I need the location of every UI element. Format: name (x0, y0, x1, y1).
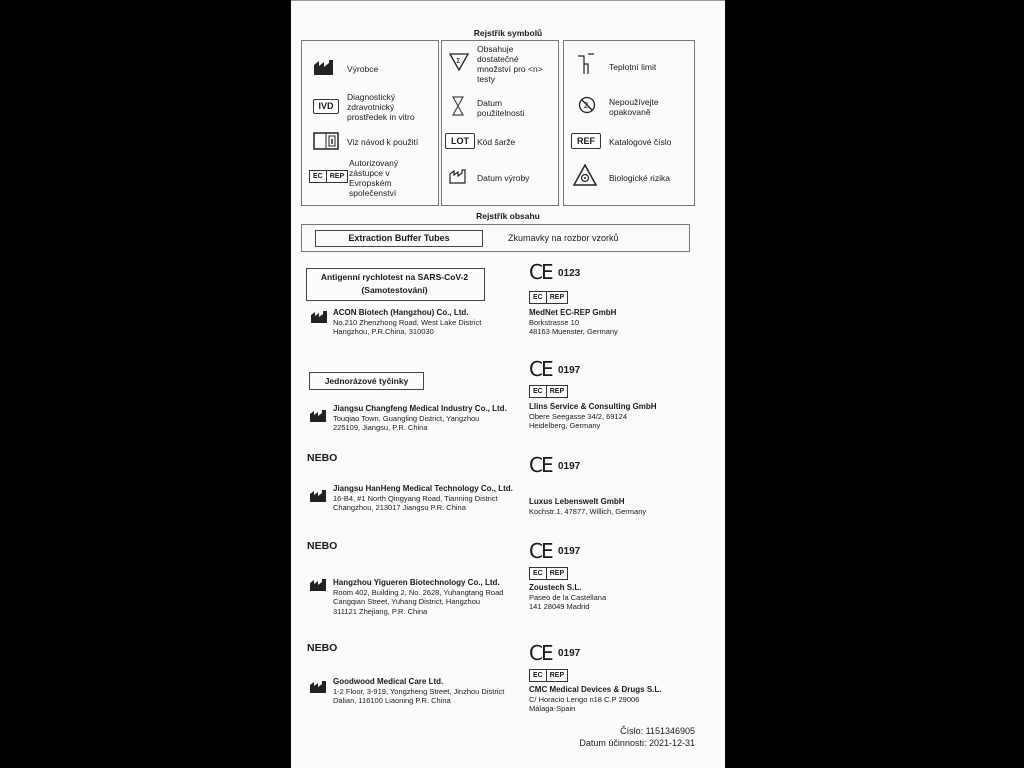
lot-icon: LOT (445, 133, 475, 149)
contents-title: Rejstřík obsahu (476, 211, 540, 221)
symbol-authorized-rep-label: Autorizovaný zástupce v Evropském společenství (349, 158, 399, 198)
ec-rep-icon: EC REP (309, 170, 348, 183)
symbol-biohazard-label: Biologické rizika (609, 173, 670, 183)
manufacturer-goodwood-address: Goodwood Medical Care Ltd. 1-2 Floor, 3-919, Yongzheng Street, Jinzhou District Dalian, 116100 Liaoning P.R. China (333, 677, 505, 705)
symbol-temperature-label: Teplotní limit (609, 62, 657, 72)
manufacturer-icon (309, 578, 331, 592)
ce-notified-body-number: 0197 (558, 546, 581, 557)
instructions-book-icon (313, 132, 339, 150)
document-number: Číslo: 1151346905 (620, 726, 695, 736)
biohazard-icon (573, 164, 597, 186)
ivd-icon: IVD (313, 99, 339, 114)
manufacturer-icon (310, 310, 332, 324)
ec-rep-icon: EC REP (529, 669, 568, 682)
extraction-buffer-tubes-label: Extraction Buffer Tubes (315, 230, 483, 247)
svg-text:Σ: Σ (456, 57, 461, 65)
manufacturer-icon (309, 489, 331, 503)
ce-notified-body-number: 0197 (558, 648, 581, 659)
sufficient-for-tests-icon (448, 52, 470, 72)
symbol-instructions-label: Viz návod k použití (347, 137, 419, 147)
instruction-leaflet (291, 0, 725, 768)
manufacturer-acon-address: ACON Biotech (Hangzhou) Co., Ltd. No.210 Zhenzhong Road, West Lake District Hangzhou, P.R.China, 310030 (333, 308, 482, 336)
symbol-lot-label: Kód šarže (477, 137, 516, 147)
hourglass-icon (451, 96, 465, 116)
extraction-buffer-tubes-translation: Zkumavky na rozbor vzorků (508, 233, 619, 243)
symbol-ivd-label: Diagnostický zdravotnický prostředek in vitro (347, 92, 415, 122)
product-name-line1: Antigenní rychlotest na SARS-CoV-2 (320, 272, 469, 282)
svg-text:2: 2 (583, 101, 589, 110)
ce-mark: CE (529, 539, 552, 563)
manufacture-date-icon (449, 168, 469, 184)
manufacturer-icon (309, 680, 331, 694)
symbol-catalog-label: Katalogové číslo (609, 137, 672, 147)
ec-rep-luxus-address: Luxus Lebenswelt GmbH Kochstr.1, 47877, Willich, Germany (529, 497, 647, 516)
ce-notified-body-number: 0197 (558, 365, 581, 376)
swabs-label: Jednorázové tyčinky (309, 372, 424, 390)
ce-mark: CE (529, 641, 552, 665)
ec-rep-icon: EC REP (529, 291, 568, 304)
symbols-title: Rejstřík symbolů (473, 28, 543, 38)
ec-rep-icon: EC REP (529, 567, 568, 580)
ref-icon: REF (571, 133, 601, 149)
product-name-line2: (Samotestování) (361, 285, 428, 295)
do-not-reuse-icon (578, 96, 596, 114)
ec-rep-zoustech-address: Zoustech S.L. Paseo de la Castellana 141 28049 Madrid (529, 583, 607, 611)
manufacturer-yigueren-address: Hangzhou Yigueren Biotechnology Co., Ltd. Room 402, Building 2, No. 2628, Yuhangtang Road Cangqian Street, Yuhang District, Hangzhou 311121 Zhejiang, P.R. China (333, 578, 504, 616)
ec-rep-mednet-address: MedNet EC-REP GmbH Borkstrasse 10 48163 Muenster, Germany (529, 308, 618, 336)
manufacturer-changfeng-address: Jiangsu Changfeng Medical Industry Co., Ltd. Touqiao Town, Guangling District, Yangzhou 225109, Jiangsu, P.R. China (333, 404, 507, 432)
manufacturer-icon (309, 409, 331, 423)
temperature-limit-icon (576, 52, 596, 76)
ce-mark: CE (529, 357, 552, 381)
ce-notified-body-number: 0123 (558, 268, 581, 279)
ec-rep-llins-address: Llins Service & Consulting GmbH Obere Seegasse 34/2, 69124 Heidelberg, Germany (529, 402, 657, 430)
manufacturer-icon (313, 60, 337, 76)
or-separator: NEBO (307, 642, 338, 654)
symbol-manufacturer-label: Výrobce (347, 64, 379, 74)
or-separator: NEBO (307, 540, 338, 552)
symbol-manufacture-date-label: Datum výroby (477, 173, 530, 183)
ce-mark: CE (529, 260, 552, 284)
symbol-single-use-label: Nepoužívejte opakovaně (609, 97, 659, 117)
or-separator: NEBO (307, 452, 338, 464)
symbol-sufficient-label: Obsahuje dostatečné množství pro <n> testy (477, 44, 543, 84)
ce-mark: CE (529, 453, 552, 477)
symbol-expiry-label: Datum použitelnosti (477, 98, 525, 118)
revision-date: Datum účinnosti: 2021-12-31 (579, 738, 695, 748)
ce-notified-body-number: 0197 (558, 461, 581, 472)
manufacturer-hanheng-address: Jiangsu HanHeng Medical Technology Co., Ltd. 16-B4, #1 North Qingyang Road, Tianning District Changzhou, 213017 Jiangsu P.R. China (333, 484, 513, 512)
ec-rep-cmc-address: CMC Medical Devices & Drugs S.L. C/ Horacio Lengo n18 C.P 29006 Málaga-Spain (529, 685, 662, 713)
ec-rep-icon: EC REP (529, 385, 568, 398)
